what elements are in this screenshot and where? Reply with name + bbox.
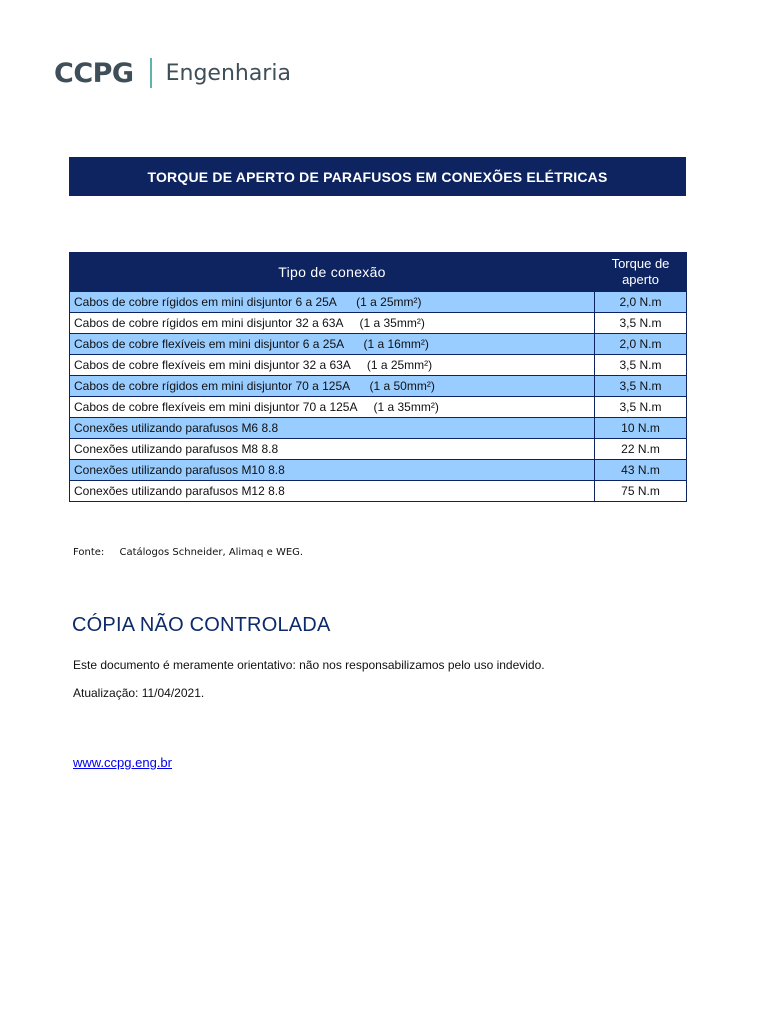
- table-row: [70, 313, 687, 334]
- torque-value-cell: 2,0 N.m: [595, 292, 687, 313]
- table-header-row: [70, 253, 687, 292]
- torque-value-cell: 22 N.m: [595, 439, 687, 460]
- torque-value-cell: 43 N.m: [595, 460, 687, 481]
- document-title: TORQUE DE APERTO DE PARAFUSOS EM CONEXÕES ELÉTRICAS: [69, 157, 686, 196]
- connection-type-cell: Cabos de cobre flexíveis em mini disjuntor 32 a 63A (1 a 25mm²): [70, 355, 595, 376]
- header-torque: Torque de aperto: [595, 253, 687, 292]
- connection-type-cell: Cabos de cobre rígidos em mini disjuntor 6 a 25A (1 a 25mm²): [70, 292, 595, 313]
- torque-value-cell: 3,5 N.m: [595, 376, 687, 397]
- torque-value-cell: 3,5 N.m: [595, 313, 687, 334]
- logo-brand: CCPG: [54, 57, 134, 89]
- uncontrolled-copy-heading: CÓPIA NÃO CONTROLADA: [72, 614, 331, 636]
- torque-value-cell: 3,5 N.m: [595, 397, 687, 418]
- connection-type-cell: Conexões utilizando parafusos M10 8.8: [70, 460, 595, 481]
- table-row: [70, 334, 687, 355]
- torque-value-cell: 75 N.m: [595, 481, 687, 502]
- company-logo: [54, 56, 291, 90]
- connection-type-cell: Conexões utilizando parafusos M6 8.8: [70, 418, 595, 439]
- torque-value-cell: 10 N.m: [595, 418, 687, 439]
- source-note: [73, 547, 303, 558]
- table-row: [70, 481, 687, 502]
- table-row: [70, 418, 687, 439]
- disclaimer-text: Este documento é meramente orientativo: não nos responsabilizamos pelo uso indevido.: [73, 658, 545, 672]
- website-link[interactable]: www.ccpg.eng.br: [73, 755, 172, 770]
- logo-divider: [150, 58, 152, 88]
- table-row: [70, 292, 687, 313]
- logo-division: Engenharia: [165, 60, 291, 86]
- table-row: [70, 355, 687, 376]
- torque-value-cell: 3,5 N.m: [595, 355, 687, 376]
- connection-type-cell: Cabos de cobre flexíveis em mini disjuntor 6 a 25A (1 a 16mm²): [70, 334, 595, 355]
- update-date: Atualização: 11/04/2021.: [73, 686, 205, 700]
- connection-type-cell: Conexões utilizando parafusos M12 8.8: [70, 481, 595, 502]
- table-row: [70, 376, 687, 397]
- torque-value-cell: 2,0 N.m: [595, 334, 687, 355]
- table-row: [70, 397, 687, 418]
- connection-type-cell: Cabos de cobre flexíveis em mini disjuntor 70 a 125A (1 a 35mm²): [70, 397, 595, 418]
- source-text: Catálogos Schneider, Alimaq e WEG.: [119, 547, 304, 558]
- table-row: [70, 439, 687, 460]
- connection-type-cell: Cabos de cobre rígidos em mini disjuntor 32 a 63A (1 a 35mm²): [70, 313, 595, 334]
- source-label: Fonte:: [73, 547, 105, 558]
- torque-table: [69, 252, 687, 502]
- connection-type-cell: Cabos de cobre rígidos em mini disjuntor 70 a 125A (1 a 50mm²): [70, 376, 595, 397]
- table-row: [70, 460, 687, 481]
- header-connection-type: Tipo de conexão: [70, 253, 595, 292]
- connection-type-cell: Conexões utilizando parafusos M8 8.8: [70, 439, 595, 460]
